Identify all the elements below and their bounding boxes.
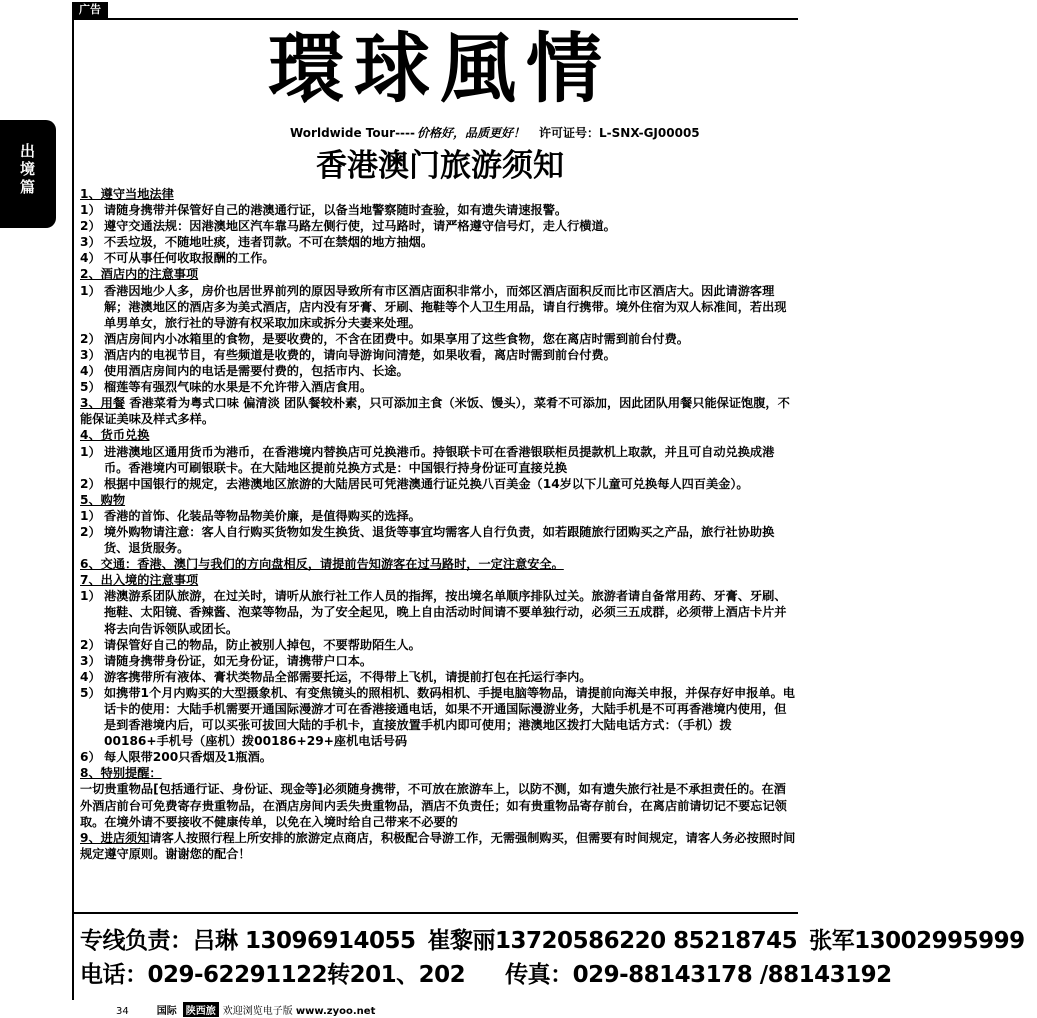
page-number: 34 [116, 1006, 129, 1017]
list-item: 4） 游客携带所有液体、膏状类物品全部需要托运，不得带上飞机，请提前打包在托运行李内。 [80, 669, 592, 684]
section-heading: 3、用餐 [80, 396, 126, 411]
list-item: 1） 港澳游系团队旅游，在过关时，请听从旅行社工作人员的指挥，按出境名单顺序排队过关。旅游者请自备常用药、牙膏、牙刷、拖鞋、太阳镜、香辣酱、泡菜等物品，为了安全起见，晚上自由活动时间请不要单独行动，必须三五成群，必须带上酒店卡片并将去向告诉领队或团长。 [80, 589, 787, 636]
divider [74, 912, 798, 914]
notice-body [80, 186, 796, 862]
contact-label: 专线负责： [80, 928, 193, 954]
section-paragraph: 9、进店须知请客人按照行程上所安排的旅游定点商店，积极配合导游工作，无需强制购买，但需要有时间规定，请客人务必按照时间规定遵守原则。谢谢您的配合！ [80, 830, 796, 861]
list-item: 3） 不丢垃圾，不随地吐痰，违者罚款。不可在禁烟的地方抽烟。 [80, 235, 434, 250]
list-item: 2） 遵守交通法规：因港澳地区汽车靠马路左侧行使，过马路时，请严格遵守信号灯，走人行横道。 [80, 219, 616, 234]
section-heading: 2、酒店内的注意事项 [80, 267, 199, 282]
list-item: 5） 榴莲等有强烈气味的水果是不允许带入酒店食用。 [80, 380, 373, 395]
list-item: 2） 酒店房间内小冰箱里的食物，是要收费的，不含在团费中。如果享用了这些食物，您在离店时需到前台付费。 [80, 331, 689, 346]
list-item: 3） 请随身携带身份证，如无身份证，请携带户口本。 [80, 653, 373, 668]
list-item: 2） 境外购物请注意：客人自行购买货物如发生换货、退货等事宜均需客人自行负责，如若跟随旅行团购买之产品，旅行社协助换货、退货服务。 [80, 524, 775, 556]
phone-fax-line [80, 956, 904, 989]
section-heading: 8、特别提醒： [80, 766, 162, 781]
fax-number: 传真：029-88143178 /88143192 [505, 962, 892, 988]
list-item: 2） 请保管好自己的物品，防止被别人掉包，不要帮助陌生人。 [80, 637, 421, 652]
section-heading: 9、进店须知 [80, 830, 150, 845]
contact-line [80, 922, 1037, 955]
side-tab-label: 出境篇 [20, 142, 36, 196]
list-item: 1） 请随身携带并保管好自己的港澳通行证，以备当地警察随时查验，如有遗失请速报警。 [80, 203, 568, 218]
list-item: 2） 根据中国银行的规定，去港澳地区旅游的大陆居民可凭港澳通行证兑换八百美金（14岁以下儿童可兑换每人四百美金）。 [80, 476, 749, 491]
tagline-slogan: 价格好，品质更好！ [417, 126, 526, 140]
contact-person: 崔黎丽13720586220 85218745 [427, 928, 798, 954]
footer-text: 欢迎浏览电子版 [222, 1006, 293, 1017]
list-item: 3） 酒店内的电视节目，有些频道是收费的，请向导游询问清楚，如果收看，离店时需到前台付费。 [80, 347, 616, 362]
section-paragraph: 一切贵重物品[包括通行证、身份证、现金等]必须随身携带，不可放在旅游车上，以防不测，如有遗失旅行社是不承担责任的。在酒外酒店前台可免费寄存贵重物品，在酒店房间内丢失贵重物品，酒店不负责任；如有贵重物品寄存前台，在离店前请切记不要忘记领取。在境外请不要接收不健康传单，以免在入境时给自己带来不必要的 [80, 782, 787, 829]
tagline [290, 124, 700, 141]
tagline-english: Worldwide Tour---- [290, 126, 415, 140]
section-paragraph: 3、用餐 香港菜肴为粤式口味 偏清淡 团队餐较朴素，只可添加主食（米饭、馒头），菜肴不可添加，因此团队用餐只能保证饱腹，不能保证美味及样式多样。 [80, 396, 790, 427]
list-item: 1） 香港因地少人多，房价也居世界前列的原因导致所有市区酒店面积非常小，而郊区酒店面积反而比市区酒店大。因此请游客理解；港澳地区的酒店多为美式酒店，店内没有牙膏、牙刷、拖鞋等个人卫生用品，请自行携带。境外住宿为双人标准间，若出现单男单女，旅行社的导游有权采取加床或拆分夫妻来处理。 [80, 283, 787, 330]
page-title: 香港澳门旅游须知 [316, 148, 564, 184]
contact-person: 张军13002995999 [809, 928, 1025, 954]
section-heading: 1、遵守当地法律 [80, 187, 174, 201]
list-item: 4） 使用酒店房间内的电话是需要付费的，包括市内、长途。 [80, 364, 409, 379]
license-number: 许可证号：L-SNX-GJ00005 [539, 126, 700, 140]
brand-logo: 環球風情 [268, 24, 612, 113]
list-item: 4） 不可从事任何收取报酬的工作。 [80, 251, 275, 266]
side-tab [0, 120, 56, 228]
section-heading: 6、交通：香港、澳门与我们的方向盘相反，请提前告知游客在过马路时，一定注意安全。 [80, 557, 564, 572]
section-heading: 4、货币兑换 [80, 428, 150, 443]
phone-number: 电话：029-62291122转201、202 [80, 962, 466, 988]
list-item: 5） 如携带1个月内购买的大型摄象机、有变焦镜头的照相机、数码相机、手提电脑等物品，请提前向海关申报，并保存好申报单。电话卡的使用：大陆手机需要开通国际漫游才可在香港接通电话，如果不开通国际漫游业务，大陆手机是不可再香港境内使用，但是到香港境内后，可以买张可拔回大陆的手机卡，直接放置手机内即可使用；港澳地区拨打大陆电话方式：（手机）拨00186+手机号（座机）拨00186+29+座机电话号码 [80, 685, 795, 749]
publisher-logo: 陕西旅 [183, 1002, 219, 1017]
list-item: 6） 每人限带200只香烟及1瓶酒。 [80, 750, 272, 765]
section-heading: 7、出入境的注意事项 [80, 573, 199, 588]
ad-tag: 广告 [72, 2, 108, 18]
column-name: 国际 [156, 1006, 177, 1017]
list-item: 1） 进港澳地区通用货币为港币，在香港境内替换店可兑换港币。持银联卡可在香港银联柜员提款机上取款，并且可自动兑换成港币。香港境内可刷银联卡。在大陆地区提前兑换方式是：中国银行持身份证可直接兑换 [80, 444, 775, 475]
contact-person: 吕琳 13096914055 [192, 928, 416, 954]
website-link[interactable]: www.zyoo.net [295, 1006, 376, 1017]
list-item: 1） 香港的首饰、化装品等物品物美价廉，是值得购买的选择。 [80, 508, 421, 523]
section-heading: 5、购物 [80, 492, 126, 507]
page-footer [116, 1002, 375, 1017]
